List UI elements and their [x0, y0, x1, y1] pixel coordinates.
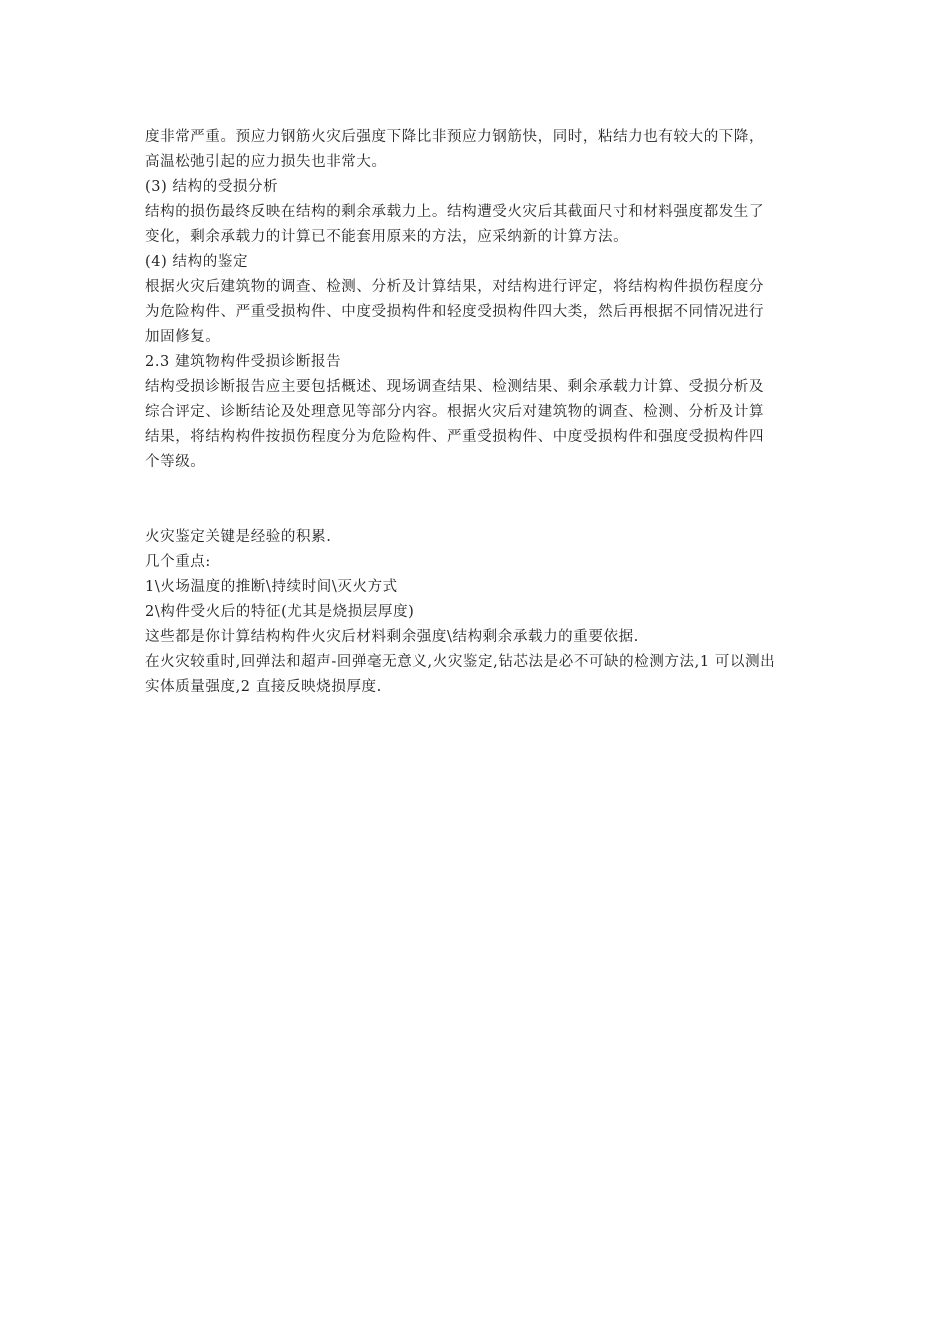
text-line: 为危险构件、严重受损构件、中度受损构件和轻度受损构件四大类，然后再根据不同情况进行 [145, 304, 765, 320]
text-line: 变化，剩余承载力的计算已不能套用原来的方法，应采纳新的计算方法。 [145, 229, 629, 245]
note-coring-line-1: 在火灾较重时,回弹法和超声-回弹毫无意义,火灾鉴定,钻芯法是必不可缺的检测方法,1 可以测出 [145, 654, 776, 670]
note-coring-line-2: 实体质量强度,2 直接反映烧损厚度. [145, 679, 382, 695]
text-line: 结果，将结构构件按损伤程度分为危险构件、严重受损构件、中度受损构件和强度受损构件四 [145, 429, 765, 445]
text-line: 个等级。 [145, 454, 206, 470]
text-line: 结构的损伤最终反映在结构的剩余承载力上。结构遭受火灾后其截面尺寸和材料强度都发生了 [145, 204, 765, 220]
heading-diagnosis-report: 2.3 建筑物构件受损诊断报告 [145, 354, 342, 370]
note-point-1: 1\火场温度的推断\持续时间\灭火方式 [145, 579, 398, 595]
paragraph-prestress-steel [145, 125, 810, 175]
note-experience: 火灾鉴定关键是经验的积累. [145, 529, 332, 545]
paragraph-damage-analysis [145, 200, 810, 250]
notes-section [145, 525, 810, 700]
text-line: 结构受损诊断报告应主要包括概述、现场调查结果、检测结果、剩余承载力计算、受损分析及 [145, 379, 765, 395]
note-point-2: 2\构件受火后的特征(尤其是烧损层厚度) [145, 604, 415, 620]
text-line: 根据火灾后建筑物的调查、检测、分析及计算结果，对结构进行评定，将结构构件损伤程度分 [145, 279, 765, 295]
heading-structural-damage-analysis: (3) 结构的受损分析 [145, 179, 279, 195]
paragraph-diagnosis-report [145, 375, 810, 475]
text-line: 综合评定、诊断结论及处理意见等部分内容。根据火灾后对建筑物的调查、检测、分析及计算 [145, 404, 765, 420]
paragraph-appraisal [145, 275, 810, 350]
text-line: 加固修复。 [145, 329, 221, 345]
section-spacer [145, 475, 810, 525]
heading-structural-appraisal: (4) 结构的鉴定 [145, 254, 249, 270]
text-line: 高温松弛引起的应力损失也非常大。 [145, 154, 387, 170]
document-page [145, 125, 810, 700]
note-key-points-title: 几个重点: [145, 554, 211, 570]
note-basis: 这些都是你计算结构构件火灾后材料剩余强度\结构剩余承载力的重要依据. [145, 629, 639, 645]
text-line: 度非常严重。预应力钢筋火灾后强度下降比非预应力钢筋快，同时，粘结力也有较大的下降， [145, 129, 765, 145]
